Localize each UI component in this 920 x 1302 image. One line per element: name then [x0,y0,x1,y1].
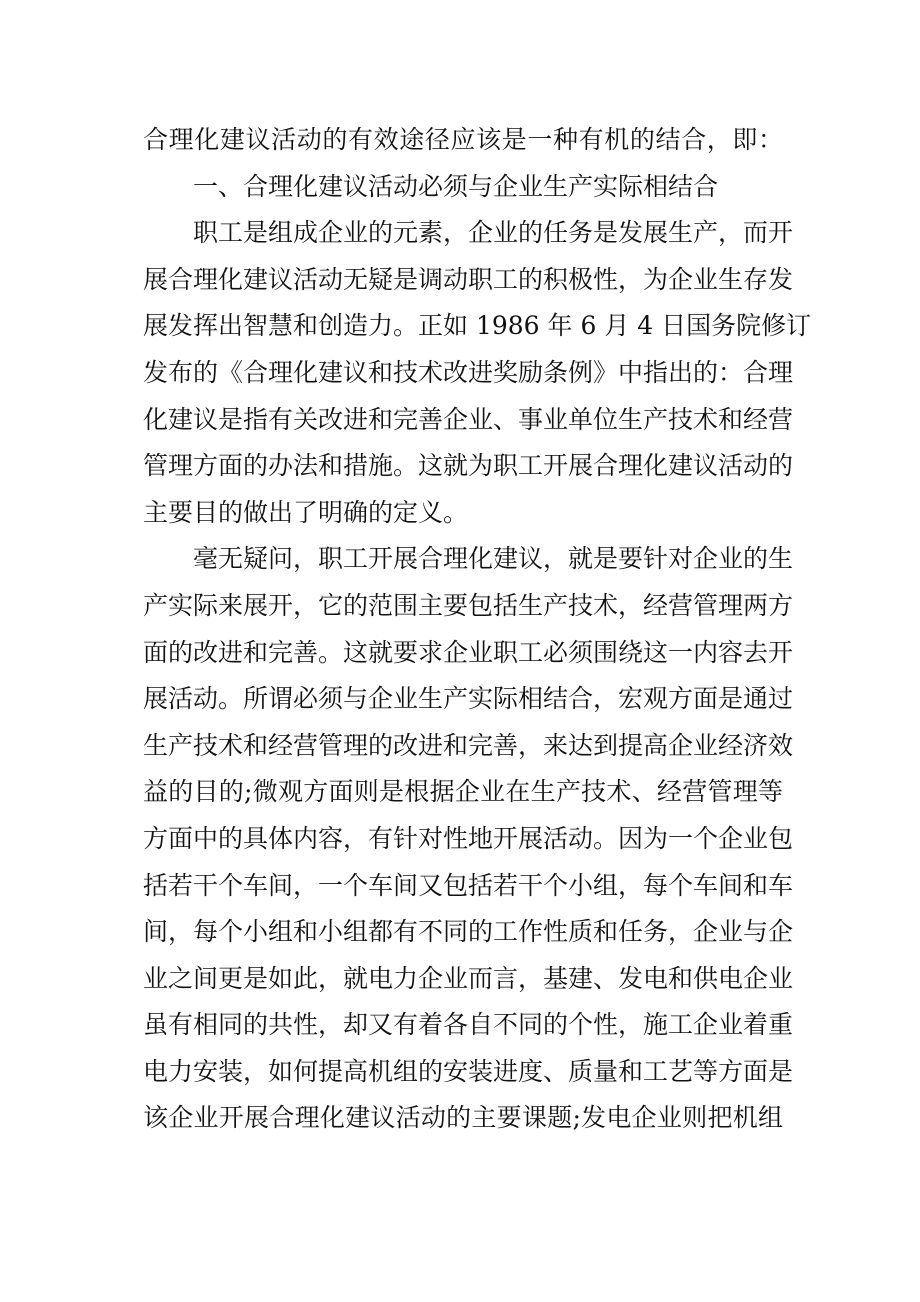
text-line: 益的目的;微观方面则是根据企业在生产技术、经营管理等 [143,777,783,807]
text-line: 业之间更是如此，就电力企业而言，基建、发电和供电企业 [143,963,794,993]
text-line: 括若干个车间，一个车间又包括若干个小组，每个车间和车 [143,870,794,900]
paragraph-first-line: 职工是组成企业的元素，企业的任务是发展生产，而开 [193,218,794,248]
text-line: 面的改进和完善。这就要求企业职工必须围绕这一内容去开 [143,637,794,667]
text-line: 该企业开展合理化建议活动的主要课题;发电企业则把机组 [143,1103,783,1133]
text-line: 电力安装，如何提高机组的安装进度、质量和工艺等方面是 [143,1056,794,1086]
text-line: 生产技术和经营管理的改进和完善，来达到提高企业经济效 [143,730,794,760]
text-line: 管理方面的办法和措施。这就为职工开展合理化建议活动的 [143,451,794,481]
text-line: 化建议是指有关改进和完善企业、事业单位生产技术和经营 [143,404,794,434]
text-line: 展活动。所谓必须与企业生产实际相结合，宏观方面是通过 [143,684,794,714]
text-line: 展发挥出智慧和创造力。正如 1986 年 6 月 4 日国务院修订 [143,311,812,341]
text-line: 间，每个小组和小组都有不同的工作性质和任务，企业与企 [143,917,794,947]
text-line: 产实际来展开，它的范围主要包括生产技术，经营管理两方 [143,590,794,620]
text-line: 方面中的具体内容，有针对性地开展活动。因为一个企业包 [143,823,794,853]
text-line: 合理化建议活动的有效途径应该是一种有机的结合，即： [143,125,783,154]
paragraph-last-line: 主要目的做出了明确的定义。 [143,497,469,527]
text-line: 虽有相同的共性，却又有着各自不同的个性，施工企业着重 [143,1010,794,1040]
text-line: 展合理化建议活动无疑是调动职工的积极性，为企业生存发 [143,264,794,294]
text-line: 发布的《合理化建议和技术改进奖励条例》中指出的：合理 [143,357,794,387]
paragraph-first-line: 毫无疑问，职工开展合理化建议，就是要针对企业的生 [193,544,794,574]
section-heading: 一、合理化建议活动必须与企业生产实际相结合 [193,171,719,201]
document-body [143,117,812,1142]
